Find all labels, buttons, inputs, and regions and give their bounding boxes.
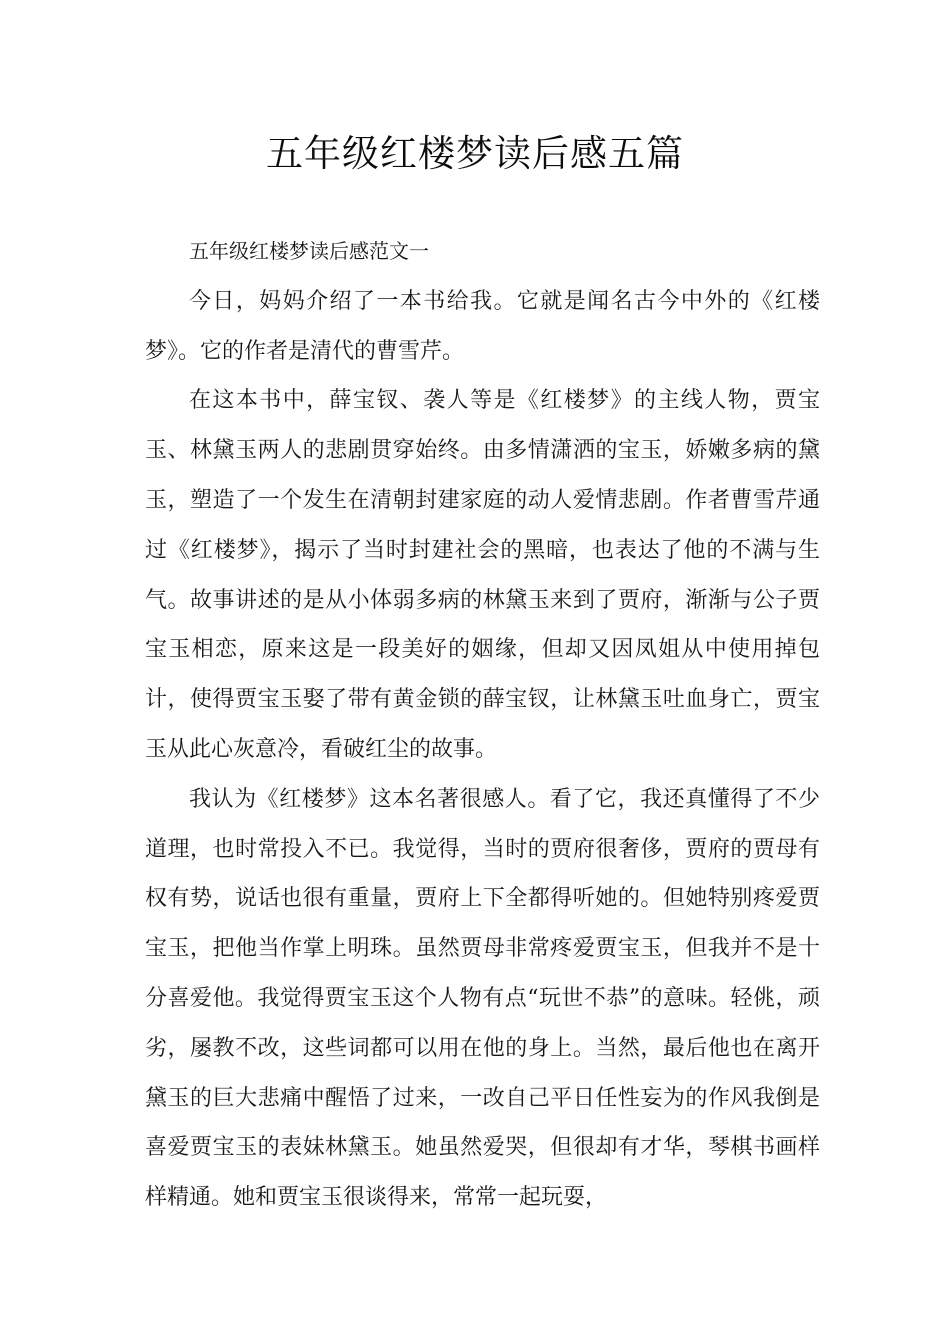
section-subtitle: 五年级红楼梦读后感范文一 <box>189 239 429 263</box>
document-title: 五年级红楼梦读后感五篇 <box>266 132 684 175</box>
document-body <box>145 227 820 1223</box>
paragraph-1: 今日，妈妈介绍了一本书给我。它就是闻名古今中外的《红楼梦》。它的作者是清代的曹雪芹。 <box>145 288 820 364</box>
paragraph-3: 我认为《红楼梦》这本名著很感人。看了它，我还真懂得了不少道理，也时常投入不已。我觉得，当时的贾府很奢侈，贾府的贾母有权有势，说话也很有重量，贾府上下全都得听她的。但她特别疼爱贾宝玉，把他当作掌上明珠。虽然贾母非常疼爱贾宝玉，但我并不是十分喜爱他。我觉得贾宝玉这个人物有点“玩世不恭”的意味。轻佻，顽劣，屡教不改，这些词都可以用在他的身上。当然，最后他也在离开黛玉的巨大悲痛中醒悟了过来，一改自己平日任性妄为的作风我倒是喜爱贾宝玉的表妹林黛玉。她虽然爱哭，但很却有才华，琴棋书画样样精通。她和贾宝玉很谈得来，常常一起玩耍， <box>145 786 820 1211</box>
paragraph-2: 在这本书中，薛宝钗、袭人等是《红楼梦》的主线人物，贾宝玉、林黛玉两人的悲剧贯穿始终。由多情潇洒的宝玉，娇嫩多病的黛玉，塑造了一个发生在清朝封建家庭的动人爱情悲剧。作者曹雪芹通过《红楼梦》，揭示了当时封建社会的黑暗，也表达了他的不满与生气。故事讲述的是从小体弱多病的林黛玉来到了贾府，渐渐与公子贾宝玉相恋，原来这是一段美好的姻缘，但却又因凤姐从中使用掉包计，使得贾宝玉娶了带有黄金锁的薛宝钗，让林黛玉吐血身亡，贾宝玉从此心灰意冷，看破红尘的故事。 <box>145 388 820 762</box>
